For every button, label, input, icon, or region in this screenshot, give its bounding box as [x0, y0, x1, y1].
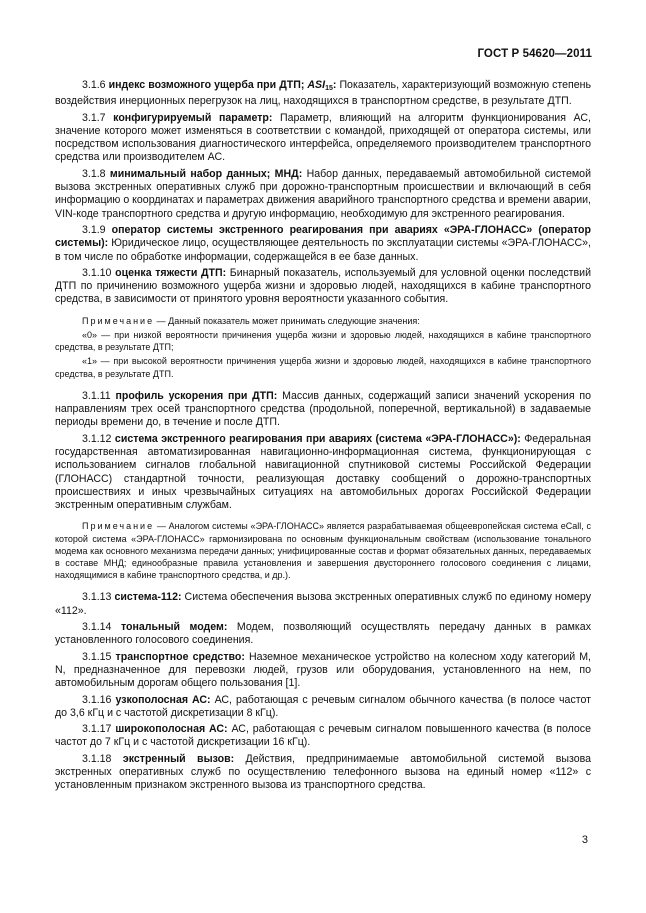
standard-header: ГОСТ Р 54620—2011	[477, 48, 592, 60]
definition-3-1-9	[55, 224, 591, 264]
clause-number: 3.1.15	[82, 650, 112, 663]
definition-3-1-17	[55, 723, 591, 750]
note-2	[55, 520, 591, 581]
definition-3-1-16	[55, 694, 591, 721]
note-text: — Аналогом системы «ЭРА-ГЛОНАСС» является разрабатываемая общеевропейская система eCall, с которой система «ЭРА-ГЛОНАСС» гармонизирована по основным функциональным свойствам (использование тонального модема как основного механизма передачи данных; унифицированные состав и формат обязательных данных, передаваемых в составе МНД; единообразные правила установления и завершения двустороннего голосового соединения с лицами, находящимися в кабине транспортного средства, и др.).	[55, 521, 591, 581]
definition-3-1-12	[55, 433, 591, 513]
term: профиль ускорения при ДТП:	[115, 389, 278, 402]
clause-number: 3.1.17	[82, 723, 112, 736]
definition-3-1-8	[55, 168, 591, 221]
clause-number: 3.1.10	[82, 266, 112, 279]
definition-text: Система обеспечения вызова экстренных оперативных служб по единому номеру «112».	[55, 591, 591, 617]
definition-text: АС, работающая с речевым сигналом обычного качества (в полосе частот до 3,6 кГц и с частотой дискретизации 8 кГц).	[55, 693, 591, 719]
term: оператор системы экстренного реагирования при авариях «ЭРА-ГЛОНАСС» (оператор системы):	[55, 223, 591, 250]
term: широкополосная АС:	[115, 723, 228, 736]
definition-text: Набор данных, передаваемый автомобильной системой вызова экстренных оперативных служб при дорожно-транспортным происшествии и включающий в себя информацию о координатах и параметрах движения аварийного транспортного средства и времени аварии, VIN-коде транспортного средства и другую информацию, необходимую для экстренного реагирования.	[55, 167, 591, 220]
definition-3-1-11	[55, 390, 591, 430]
definition-3-1-18	[55, 753, 591, 793]
clause-number: 3.1.13	[82, 591, 112, 604]
definition-3-1-10	[55, 267, 591, 307]
term-abbreviation-subscript: 15	[325, 85, 333, 92]
definition-text: Бинарный показатель, используемый для условной оценки последствий ДТП по причинению возможного ущерба жизни и здоровью людей, находящихся в кабине транспортного средства, в зависимости от принятого уровня вероятности указанного события.	[55, 266, 591, 306]
term: экстренный вызов:	[122, 752, 235, 765]
definition-3-1-6	[55, 79, 591, 109]
definition-text: Массив данных, содержащий записи значений ускорения по направлениям трех осей транспортного средства (продольной, поперечной, вертикальной) в задаваемые периоды времени до, в течение и после ДТП.	[55, 389, 591, 429]
term: узкополосная АС:	[115, 693, 211, 706]
page-number: 3	[581, 834, 588, 846]
definitions-body	[55, 79, 591, 796]
clause-number: 3.1.14	[82, 621, 112, 634]
term-abbreviation: ASI	[307, 79, 326, 91]
note-1-intro	[55, 315, 591, 327]
clause-number: 3.1.8	[82, 167, 106, 180]
definition-3-1-13	[55, 591, 591, 618]
note-label: Примечание	[82, 521, 155, 532]
definition-3-1-15	[55, 651, 591, 691]
definition-3-1-14	[55, 621, 591, 648]
definition-text: Наземное механическое устройство на колесном ходу категорий M, N, предназначенное для перевозки людей, грузов или оборудования, установленного на нем, по автомобильным дорогам общего пользования [1].	[55, 650, 591, 690]
term: минимальный набор данных; МНД:	[109, 167, 303, 180]
note-label: Примечание	[82, 315, 155, 326]
term: транспортное средство:	[115, 650, 245, 663]
clause-number: 3.1.7	[82, 111, 106, 124]
term: система-112:	[114, 591, 182, 604]
clause-number: 3.1.6	[82, 79, 106, 91]
term: тональный модем:	[121, 621, 228, 634]
term: система экстренного реагирования при авариях (система «ЭРА-ГЛОНАСС»):	[114, 432, 521, 445]
clause-number: 3.1.12	[82, 432, 112, 445]
note-text: — Данный показатель может принимать следующие значения:	[154, 315, 420, 326]
term: индекс возможного ущерба при ДТП;	[108, 79, 308, 91]
definition-text: АС, работающая с речевым сигналом повышенного качества (в полосе частот до 7 кГц и с частотой дискретизации 16 кГц).	[55, 723, 591, 749]
clause-number: 3.1.11	[82, 389, 111, 402]
term: оценка тяжести ДТП:	[115, 266, 227, 279]
definition-text: Действия, предпринимаемые автомобильной системой вызова экстренных оперативных служб по осуществлению телефонного вызова на единый номер «112» с установленным признаком экстренного вызова из транспортного средства.	[55, 752, 591, 792]
term: конфигурируемый параметр:	[113, 111, 273, 124]
clause-number: 3.1.9	[82, 223, 106, 236]
definition-text: Параметр, влияющий на алгоритм функционирования АС, значение которого может изменяться в соответствии с командой, приходящей от оператора системы, или посредством использования диагностического интерфейса, определяемого производителем транспортного средства или производителем АС.	[55, 111, 591, 164]
definition-text: Федеральная государственная автоматизированная навигационно-информационная система, функционирующая с использованием сигналов глобальной навигационной спутниковой системы Российской Федерации (ГЛОНАСС) стандартной точности, реализующая доставку сообщений о дорожно-транспортных происшествиях и иных чрезвычайных ситуациях на автомобильных дорогах Российской Федерации экстренным оперативным службам.	[55, 432, 591, 512]
note-1-value-1: «1» — при высокой вероятности причинения ущерба жизни и здоровью людей, находящихся в кабине транспортного средства, в результате ДТП.	[55, 356, 591, 379]
note-1-value-0: «0» — при низкой вероятности причинения ущерба жизни и здоровью людей, находящихся в кабине транспортного средства, в результате ДТП;	[55, 329, 591, 353]
definition-text: Юридическое лицо, осуществляющее деятельность по эксплуатации системы «ЭРА-ГЛОНАСС», в том числе по обработке информации, содержащейся в ее базе данных.	[55, 237, 591, 263]
definition-text: Модем, позволяющий осуществлять передачу данных в рамках установленного голосового соединения.	[55, 621, 591, 647]
clause-number: 3.1.16	[82, 693, 112, 706]
term-colon: :	[332, 79, 337, 91]
clause-number: 3.1.18	[82, 752, 112, 765]
definition-text: Показатель, характеризующий возможную степень воздействия инерционных перегрузок на лиц, находящихся в транспортном средстве, в результате ДТП.	[55, 79, 591, 108]
definition-3-1-7	[55, 112, 591, 165]
